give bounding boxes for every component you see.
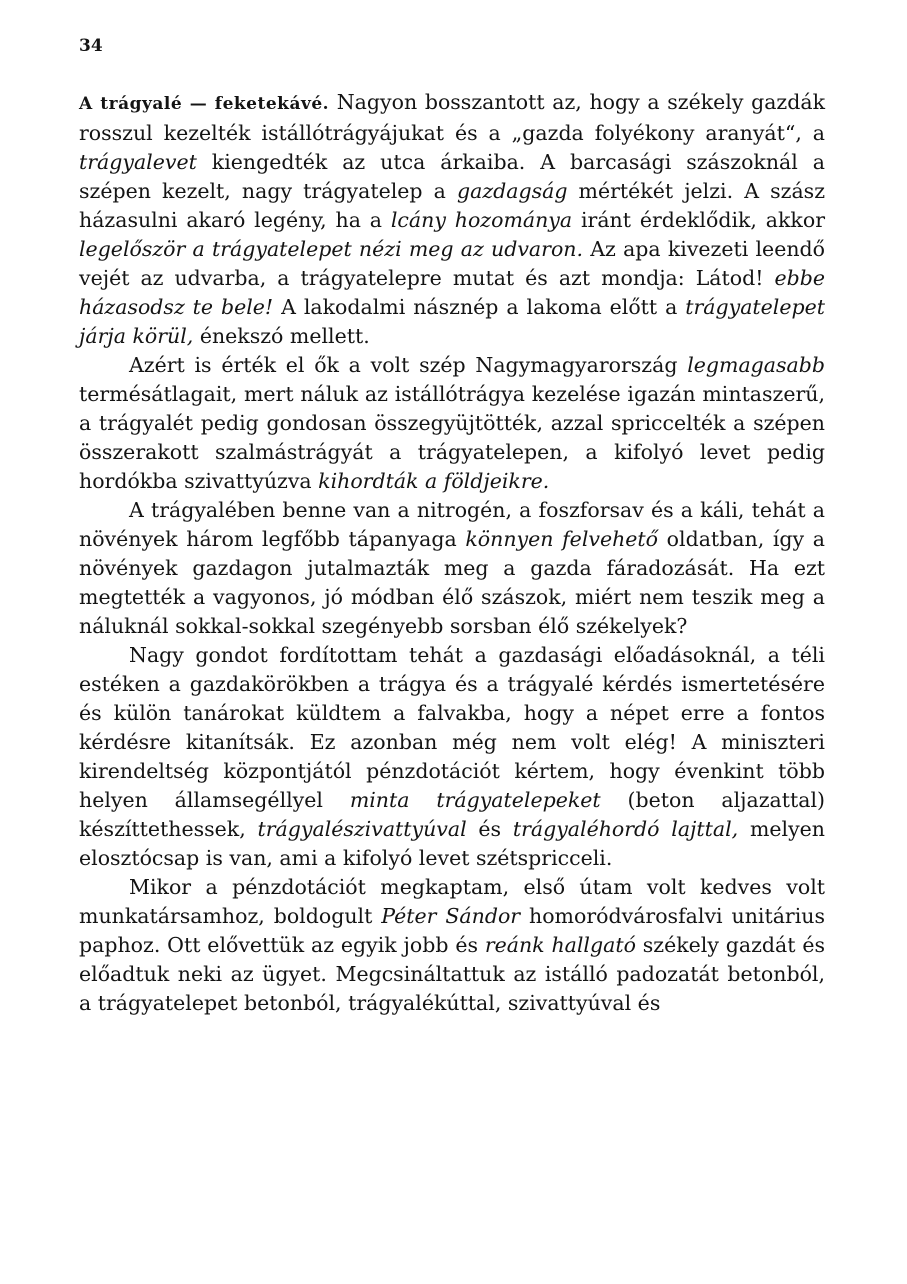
italic-phrase: legelőször a trágyatelepet nézi meg az udvaron. bbox=[79, 237, 584, 261]
text-run: kiengedték az utca árkaiba. A barcasági szászoknál a szépen kezelt, nagy trágyatelep a bbox=[79, 150, 825, 203]
paragraph bbox=[79, 496, 825, 641]
text-run: Az apa kivezeti leendő vejét az udvarba, a trágyatelepre mutat és azt mondja: Látod! bbox=[79, 237, 825, 290]
italic-phrase: kihordták a földjeikre. bbox=[318, 469, 550, 493]
page-number: 34 bbox=[79, 36, 103, 56]
text-run: A trágyalében benne van a nitrogén, a foszforsav és a káli, tehát a növények három legfőbb tápanyaga bbox=[79, 498, 825, 551]
text-run: és bbox=[466, 817, 513, 841]
paragraph bbox=[79, 351, 825, 496]
paragraph bbox=[79, 641, 825, 873]
text-run: (beton aljazattal) készíttethessek, bbox=[79, 788, 826, 841]
italic-phrase: legmagasabb bbox=[687, 353, 825, 377]
italic-phrase: Péter Sándor bbox=[381, 904, 521, 928]
text-run: Nagy gondot fordítottam tehát a gazdasági előadásoknál, a téli estéken a gazdakörökben a trágya és a trágyalé kérdés ismertetésére és külön tanárokat küldtem a falvakba, hogy a népet erre a fontos kérdésre kitanítsák. Ez azonban még nem volt elég! A miniszteri kirendeltség központjától pénzdotációt kértem, hogy évenkint több helyen államsegéllyel bbox=[79, 643, 825, 812]
text-run: homoródvárosfalvi unitárius paphoz. Ott elővettük az egyik jobb és bbox=[79, 904, 825, 957]
italic-phrase: trágyatelepet járja körül, bbox=[79, 295, 825, 348]
text-run: A lakodalmi násznép a lakoma előtt a bbox=[273, 295, 686, 319]
text-run: Nagyon bosszantott az, hogy a székely gazdák rosszul kezelték istállótrágyájukat és a „gazda folyékony aranyát“, a bbox=[79, 90, 825, 145]
italic-phrase: minta trágyatelepeket bbox=[349, 788, 601, 812]
body-text bbox=[79, 88, 825, 1018]
paragraph bbox=[79, 873, 825, 1018]
text-run: székely gazdát és előadtuk neki az ügyet. Megcsináltattuk az istálló padozatát betonból, a trágyatelepet betonból, trágyalékúttal, szivattyúval és bbox=[79, 933, 825, 1015]
italic-phrase: trágyalevet bbox=[79, 150, 197, 174]
section-heading: A trágyalé — feketekávé. bbox=[79, 94, 330, 114]
text-run: oldatban, így a növények gazdagon jutalmazták meg a gazda fáradozását. Ha ezt megtették a vagyonos, jó módban élő szászok, miért nem teszik meg a náluknál sokkal-sokkal szegényebb sorsban élő székelyek? bbox=[79, 527, 826, 638]
italic-phrase: reánk hallgató bbox=[484, 933, 636, 957]
text-run: iránt érdeklődik, akkor bbox=[572, 208, 825, 232]
text-run: mértékét jelzi. A szász házasulni akaró legény, ha a bbox=[79, 179, 825, 232]
italic-phrase: ebbe házasodsz te bele! bbox=[79, 266, 825, 319]
text-run: melyen elosztócsap is van, ami a kifolyó levet szétspricceli. bbox=[79, 817, 826, 870]
italic-phrase: könnyen felvehető bbox=[465, 527, 659, 551]
italic-phrase: trágyaléhordó lajttal, bbox=[512, 817, 739, 841]
text-run: Mikor a pénzdotációt megkaptam, első útam volt kedves volt munkatársamhoz, boldogult bbox=[79, 875, 825, 928]
italic-phrase: lcány hozománya bbox=[390, 208, 573, 232]
text-run: énekszó mellett. bbox=[193, 324, 370, 348]
text-run: Azért is érték el ők a volt szép Nagymagyarország bbox=[129, 353, 688, 377]
italic-phrase: gazdagság bbox=[456, 179, 568, 203]
italic-phrase: trágyalészivattyúval bbox=[257, 817, 467, 841]
paragraph bbox=[79, 88, 825, 351]
text-run: termésátlagait, mert náluk az istállótrágya kezelése igazán mintaszerű, a trágyalét pedig gondosan összegyüjtötték, azzal spriccelték a szépen összerakott szalmástrágyát a trágyatelepen, a kifolyó levet pedig hordókba szivattyúzva bbox=[79, 382, 825, 493]
